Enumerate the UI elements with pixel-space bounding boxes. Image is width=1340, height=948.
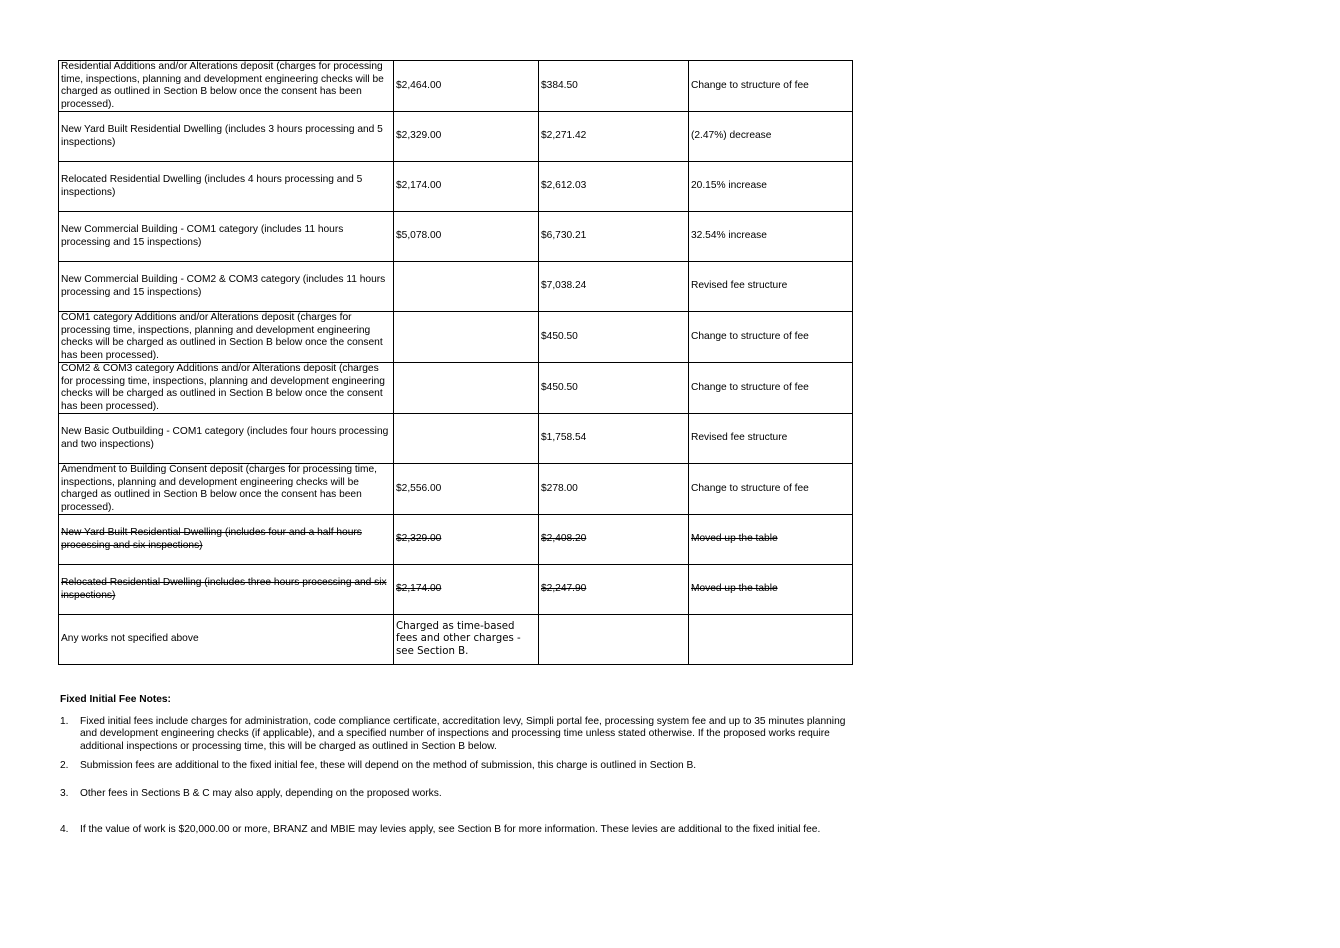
old-fee: $2,174.00 [394, 565, 539, 615]
old-fee [394, 414, 539, 464]
fee-notes [60, 694, 850, 836]
fee-change: Change to structure of fee [689, 61, 853, 112]
note-text: Submission fees are additional to the fixed initial fee, these will depend on the method of submission, this charge is outlined in Section B. [80, 760, 697, 772]
note-number: 4. [60, 823, 69, 835]
new-fee: $2,247.90 [539, 565, 689, 615]
fee-change: Revised fee structure [689, 414, 853, 464]
new-fee: $450.50 [539, 312, 689, 363]
fee-change: Change to structure of fee [689, 312, 853, 363]
fee-change [689, 615, 853, 665]
old-fee: $2,464.00 [394, 61, 539, 112]
note-item [60, 716, 850, 754]
note-number: 3. [60, 787, 69, 799]
note-text: Fixed initial fees include charges for administration, code compliance certificate, accreditation levy, Simpli portal fee, processing system fee and up to 35 minutes planning and development engineering checks (if applicable), and a specified number of inspections and processing time unless stated otherwise. If the proposed works require additional inspections or processing time, this will be charged as outlined in Section B below. [80, 715, 846, 752]
fee-description: Residential Additions and/or Alterations deposit (charges for processing time, inspections, planning and development engineering checks will be charged as outlined in Section B below once the consent has been processed). [59, 61, 394, 112]
table-row-struck [59, 515, 853, 565]
old-fee: $2,329.00 [394, 515, 539, 565]
new-fee: $2,271.42 [539, 112, 689, 162]
table-row [59, 312, 853, 363]
fee-description: Amendment to Building Consent deposit (charges for processing time, inspections, planning and development engineering checks will be charged as outlined in Section B below once the consent has been processed). [59, 464, 394, 515]
fee-description: Relocated Residential Dwelling (includes three hours processing and six inspections) [59, 565, 394, 615]
fee-description: Any works not specified above [59, 615, 394, 665]
table-row [59, 414, 853, 464]
note-number: 2. [60, 760, 69, 772]
new-fee: $6,730.21 [539, 212, 689, 262]
new-fee: $7,038.24 [539, 262, 689, 312]
old-fee: $2,174.00 [394, 162, 539, 212]
table-row [59, 262, 853, 312]
old-fee: $2,556.00 [394, 464, 539, 515]
old-fee [394, 262, 539, 312]
new-fee: $450.50 [539, 363, 689, 414]
note-item [60, 760, 850, 773]
new-fee: $2,408.20 [539, 515, 689, 565]
fee-change: Change to structure of fee [689, 363, 853, 414]
fee-change: Revised fee structure [689, 262, 853, 312]
fee-description: New Commercial Building - COM2 & COM3 category (includes 11 hours processing and 15 inspections) [59, 262, 394, 312]
new-fee [539, 615, 689, 665]
new-fee: $2,612.03 [539, 162, 689, 212]
table-row [59, 615, 853, 665]
table-row [59, 212, 853, 262]
note-item [60, 788, 850, 801]
table-row [59, 61, 853, 112]
old-fee: $2,329.00 [394, 112, 539, 162]
fee-description: Relocated Residential Dwelling (includes 4 hours processing and 5 inspections) [59, 162, 394, 212]
old-fee: $5,078.00 [394, 212, 539, 262]
fee-description: New Basic Outbuilding - COM1 category (includes four hours processing and two inspections) [59, 414, 394, 464]
old-fee [394, 312, 539, 363]
fee-description: New Commercial Building - COM1 category (includes 11 hours processing and 15 inspections) [59, 212, 394, 262]
table-row-struck [59, 565, 853, 615]
table-row [59, 112, 853, 162]
note-text: If the value of work is $20,000.00 or more, BRANZ and MBIE may levies apply, see Section B for more information. These levies are additional to the fixed initial fee. [80, 823, 821, 835]
fee-description: New Yard Built Residential Dwelling (includes 3 hours processing and 5 inspections) [59, 112, 394, 162]
fee-description: New Yard Built Residential Dwelling (includes four and a half hours processing and six inspections) [59, 515, 394, 565]
note-text: Other fees in Sections B & C may also apply, depending on the proposed works. [80, 787, 442, 799]
fee-change: Moved up the table [689, 515, 853, 565]
table-row [59, 464, 853, 515]
table-row [59, 363, 853, 414]
table-row [59, 162, 853, 212]
fee-change: Moved up the table [689, 565, 853, 615]
fee-description: COM2 & COM3 category Additions and/or Alterations deposit (charges for processing time, inspections, planning and development engineering checks will be charged as outlined in Section B below once the consent has been processed). [59, 363, 394, 414]
note-number: 1. [60, 715, 69, 727]
notes-heading: Fixed Initial Fee Notes: [60, 694, 171, 705]
fee-description: COM1 category Additions and/or Alterations deposit (charges for processing time, inspections, planning and development engineering checks will be charged as outlined in Section B below once the consent has been processed). [59, 312, 394, 363]
new-fee: $1,758.54 [539, 414, 689, 464]
fees-table [58, 60, 853, 665]
fee-change: 20.15% increase [689, 162, 853, 212]
new-fee: $278.00 [539, 464, 689, 515]
fee-change: 32.54% increase [689, 212, 853, 262]
new-fee: $384.50 [539, 61, 689, 112]
old-fee [394, 363, 539, 414]
old-fee: Charged as time-based fees and other charges - see Section B. [394, 615, 539, 665]
fee-change: Change to structure of fee [689, 464, 853, 515]
fee-change: (2.47%) decrease [689, 112, 853, 162]
note-item [60, 824, 850, 837]
